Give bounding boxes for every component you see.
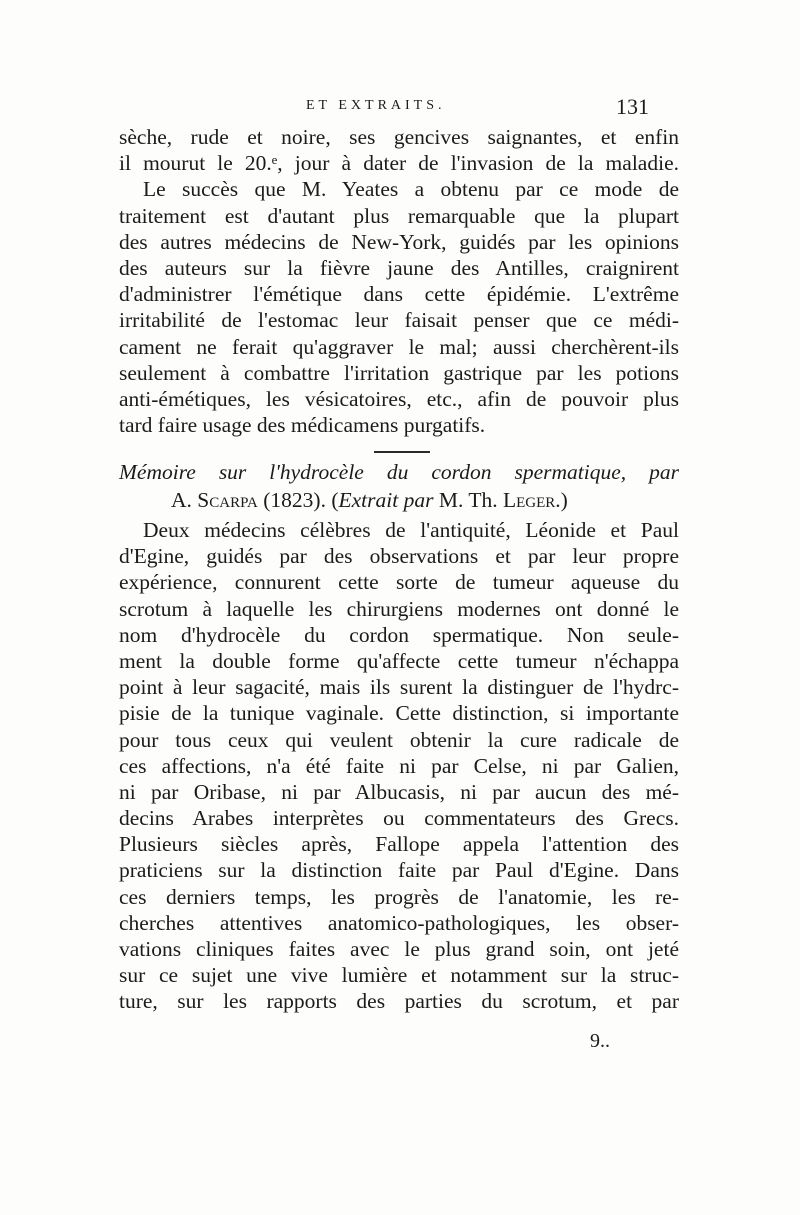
article-byline [119,486,679,514]
article-heading [119,458,679,514]
author-initial: A. [171,488,198,512]
text-line: vations cliniques faites avec le plus grand soin, ont jeté [119,937,679,961]
page-number: 131 [616,94,649,119]
text-line: ces affections, n'a été faite ni par Celse, ni par Galien, [119,753,679,778]
text-line: seulement à combattre l'irritation gastrique par les potions [119,360,679,385]
paragraph-continuation [119,124,679,438]
translator-name: Leger [502,488,556,512]
text-line: ment la double forme qu'affecte cette tumeur n'échappa [119,648,679,673]
text-line: des autres médecins de New-York, guidés par les opinions [119,229,679,254]
article-title: Mémoire sur l'hydrocèle du cordon spermatique, par [119,460,679,484]
text-line: decins Arabes interprètes ou commentateurs des Grecs. [119,806,679,831]
text-line: d'administrer l'émétique dans cette épidémie. L'extrême [119,282,679,307]
text-line: cherches attentives anatomico-pathologiques, les obser- [119,910,679,935]
text-line: ni par Oribase, ni par Albucasis, ni par aucun des mé- [119,779,679,804]
text-line: traitement est d'autant plus remarquable que la plupart [119,203,679,228]
text-line: ture, sur les rapports des parties du scrotum, et par [119,989,679,1014]
text-line: expérience, connurent cette sorte de tumeur aqueuse du [119,570,679,595]
running-title: ET EXTRAITS. [306,98,446,113]
text-line: des auteurs sur la fièvre jaune des Antilles, craignirent [119,255,679,280]
text-line: d'Egine, guidés par des observations et par leur propre [119,544,679,569]
text-line: Le succès que M. Yeates a obtenu par ce mode de [143,177,679,202]
text-line: il mourut le 20.ᵉ, jour à dater de l'invasion de la maladie. [119,151,679,176]
text-line: Deux médecins célèbres de l'antiquité, Léonide et Paul [143,518,679,542]
text-line: praticiens sur la distinction faite par Paul d'Egine. Dans [119,858,679,883]
text-line: tard faire usage des médicamens purgatifs. [119,413,486,438]
text-line: sur ce sujet une vive lumière et notamment sur la struc- [119,963,679,988]
text-line: irritabilité de l'estomac leur faisait penser que ce médi- [119,308,679,333]
text-line: cament ne ferait qu'aggraver le mal; aussi cherchèrent-ils [119,334,679,359]
article-body [119,517,679,1015]
author-name: Scarpa [197,488,258,512]
text-line: anti-émétiques, les vésicatoires, etc., afin de pouvoir plus [119,386,679,411]
text-line: pour tous ceux qui veulent obtenir la cure radicale de [119,727,679,752]
text-line: nom d'hydrocèle du cordon spermatique. Non seule- [119,622,679,647]
running-header [0,96,800,120]
signature-mark: 9.. [590,1030,610,1052]
text-line: point à leur sagacité, mais ils surent la distinguer de l'hydrc- [119,675,679,700]
byline-closing: .) [555,488,568,512]
text-line: Plusieurs siècles après, Fallope appela l'attention des [119,832,679,857]
translator-prefix: M. Th. [433,488,503,512]
extract-label: Extrait par [338,488,434,512]
text-line: sèche, rude et noire, ses gencives saignantes, et enfin [119,125,679,149]
text-line: scrotum à laquelle les chirurgiens modernes ont donné le [119,596,679,621]
section-separator [374,451,430,453]
text-line: pisie de la tunique vaginale. Cette distinction, si importante [119,701,679,726]
text-line: ces derniers temps, les progrès de l'anatomie, les re- [119,884,679,909]
publication-year: (1823). ( [257,488,339,512]
